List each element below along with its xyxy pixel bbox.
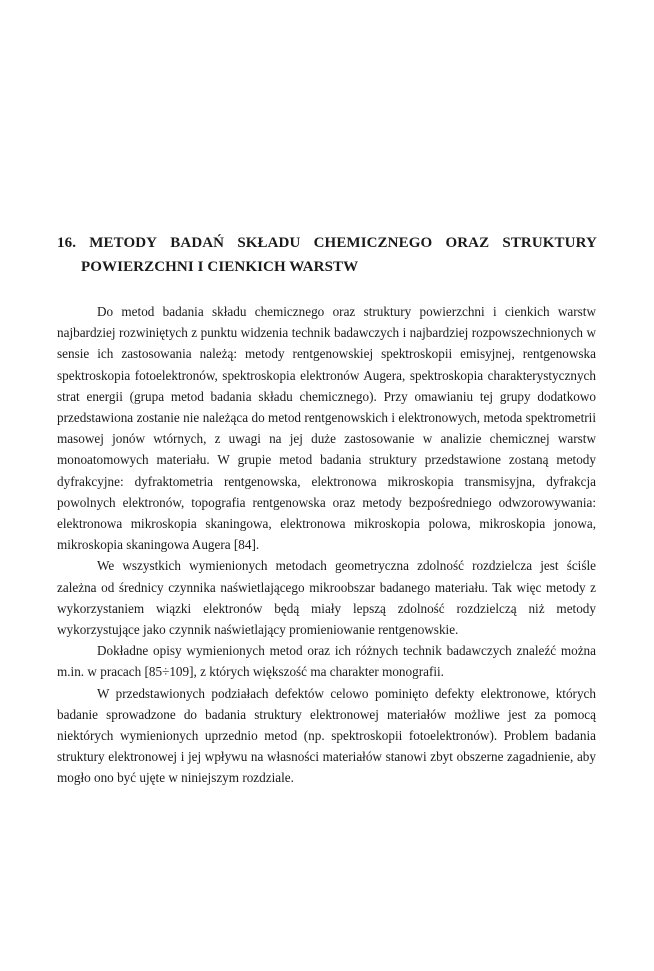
paragraph-4: W przedstawionych podziałach defektów celowo pominięto defekty elektronowe, których badanie sprowadzone do badania struktury elektronowej materiałów możliwe jest za pomocą niektórych wymienionych uprzednio metod (np. spektroskopii fotoelektronów). Problem badania struktury elektronowej i jej wpływu na własności materiałów stanowi zbyt obszerne zagadnienie, aby mogło ono być ujęte w niniejszym rozdziale. (57, 685, 596, 786)
chapter-number: 16. (57, 235, 77, 251)
chapter-heading-line-2: POWIERZCHNI I CIENKICH WARSTW (81, 259, 359, 275)
paragraph-1: Do metod badania składu chemicznego oraz struktury powierzchni i cienkich warstw najbardziej rozwiniętych z punktu widzenia technik badawczych i najbardziej rozpowszechnionych w sensie ich zastosowania należą: metody rentgenowskiej spektroskopii emisyjnej, rentgenowska spektroskopia fotoelektronów, spektroskopia elektronów Augera, spektroskopia charakterystycznych strat energii (grupa metod badania składu chemicznego). Przy omawianiu tej grupy dodatkowo przedstawiona zostanie nie należąca do metod rentgenowskich i elektronowych, metoda spektrometrii masowej jonów wtórnych, z uwagi na jej duże zastosowanie w analizie chemicznej warstw monoatomowych materiału. W grupie metod badania struktury przedstawione zostaną metody dyfrakcyjne: dyfraktometria rentgenowska, elektronowa mikroskopia transmisyjna, dyfrakcja powolnych elektronów, topografia rentgenowska oraz metody bezpośredniego odwzorowywania: elektronowa mikroskopia skaningowa, elektronowa mikroskopia polowa, mikroskopia jonowa, mikroskopia skaningowa Augera [84]. (57, 304, 596, 553)
chapter-heading-line-1 (57, 231, 597, 255)
chapter-title-word: ORAZ (445, 235, 490, 251)
chapter-heading (57, 231, 597, 279)
chapter-title-word: METODY (89, 235, 158, 251)
body-text (57, 301, 596, 789)
chapter-title-word: CHEMICZNEGO (313, 235, 433, 251)
paragraph-2: We wszystkich wymienionych metodach geometryczna zdolność rozdzielcza jest ściśle zależna od średnicy czynnika naświetlającego mikroobszar badanego materiału. Tak więc metody z wykorzystaniem wiązki elektronów będą miały lepszą zdolność rozdzielczą niż metody wykorzystujące jako czynnik naświetlający promieniowanie rentgenowskie. (57, 558, 596, 638)
chapter-title-word: STRUKTURY (502, 235, 597, 251)
chapter-title-word: SKŁADU (237, 235, 301, 251)
paragraph-3: Dokładne opisy wymienionych metod oraz ich różnych technik badawczych znaleźć można m.in. w pracach [85÷109], z których większość ma charakter monografii. (57, 643, 596, 680)
chapter-title-word: BADAŃ (170, 235, 225, 251)
